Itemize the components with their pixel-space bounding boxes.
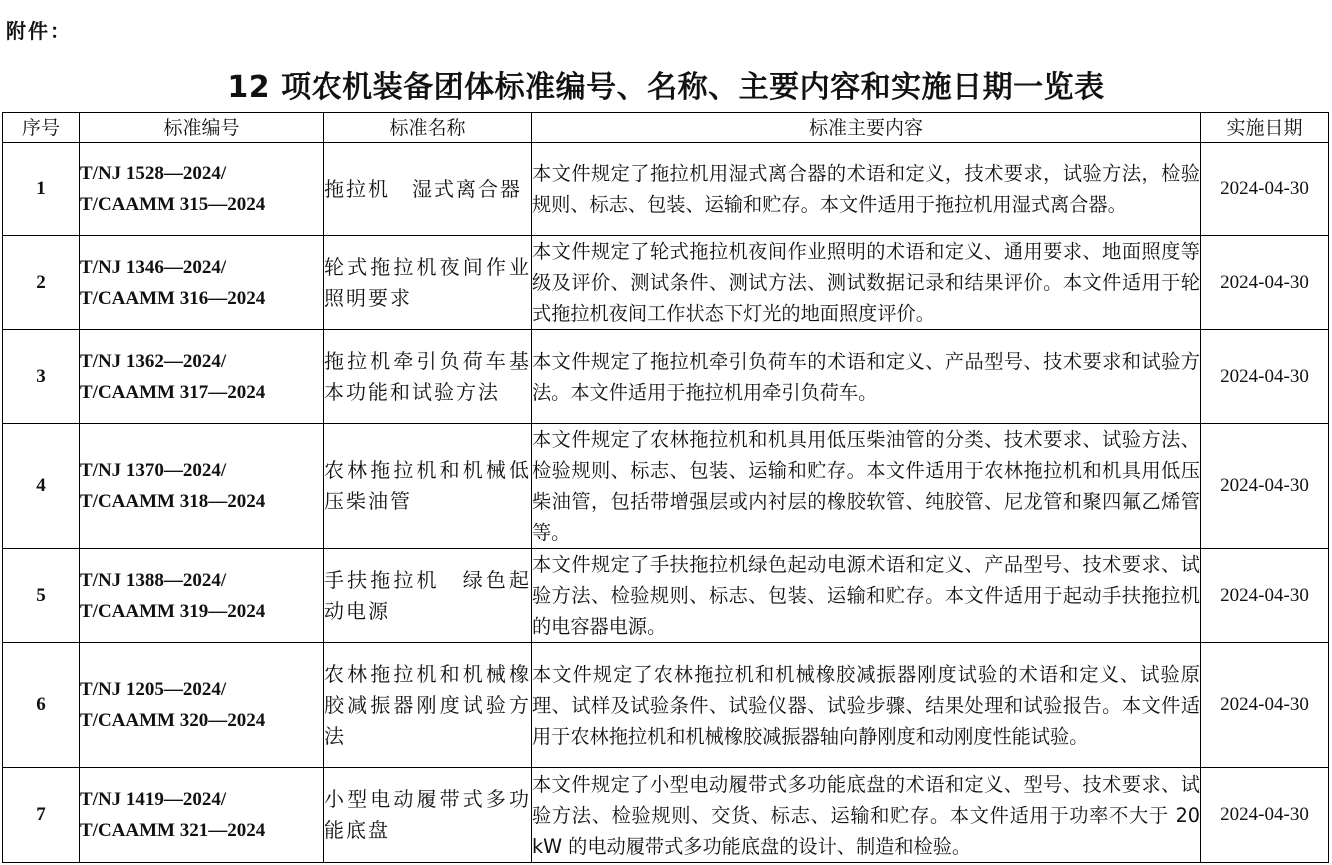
table-row	[3, 424, 1329, 549]
row-number: 4	[3, 424, 80, 549]
standard-code	[80, 143, 324, 236]
code-nj: T/NJ 1388—2024/	[80, 569, 227, 591]
row-number: 5	[3, 549, 80, 643]
header-num: 序号	[3, 113, 80, 143]
standard-code	[80, 236, 324, 330]
code-nj: T/NJ 1362—2024/	[80, 350, 227, 372]
standard-content: 本文件规定了拖拉机牵引负荷车的术语和定义、产品型号、技术要求和试验方法。本文件适用于拖拉机用牵引负荷车。	[532, 330, 1201, 424]
row-number: 1	[3, 143, 80, 236]
implementation-date: 2024-04-30	[1201, 143, 1329, 236]
standard-code	[80, 549, 324, 643]
standard-content: 本文件规定了手扶拖拉机绿色起动电源术语和定义、产品型号、技术要求、试验方法、检验规则、标志、包装、运输和贮存。本文件适用于起动手扶拖拉机的电容器电源。	[532, 549, 1201, 643]
row-number: 6	[3, 643, 80, 768]
implementation-date: 2024-04-30	[1201, 643, 1329, 768]
code-caamm: T/CAAMM 318—2024	[80, 491, 266, 512]
header-code: 标准编号	[80, 113, 324, 143]
row-number: 2	[3, 236, 80, 330]
row-number: 3	[3, 330, 80, 424]
page-title: 12 项农机装备团体标准编号、名称、主要内容和实施日期一览表	[227, 70, 1105, 105]
standard-name: 轮式拖拉机夜间作业照明要求	[324, 236, 532, 330]
code-nj: T/NJ 1370—2024/	[80, 460, 227, 481]
code-caamm: T/CAAMM 319—2024	[80, 600, 266, 622]
code-nj: T/NJ 1419—2024/	[80, 789, 227, 810]
standard-code	[80, 424, 324, 549]
code-nj: T/NJ 1205—2024/	[80, 679, 227, 700]
standard-name: 农林拖拉机和机械橡胶减振器刚度试验方法	[324, 643, 532, 768]
code-caamm: T/CAAMM 315—2024	[80, 194, 266, 215]
standard-name: 小型电动履带式多功能底盘	[324, 768, 532, 863]
implementation-date: 2024-04-30	[1201, 330, 1329, 424]
code-caamm: T/CAAMM 316—2024	[80, 287, 266, 309]
table-row	[3, 643, 1329, 768]
attachment-label: 附件：	[6, 19, 72, 43]
standard-content: 本文件规定了轮式拖拉机夜间作业照明的术语和定义、通用要求、地面照度等级及评价、测试条件、测试方法、测试数据记录和结果评价。本文件适用于轮式拖拉机夜间工作状态下灯光的地面照度评价。	[532, 236, 1201, 330]
standard-name: 农林拖拉机和机械低压柴油管	[324, 424, 532, 549]
standard-name: 拖拉机牵引负荷车基本功能和试验方法	[324, 330, 532, 424]
implementation-date: 2024-04-30	[1201, 424, 1329, 549]
table-header-row	[3, 113, 1329, 143]
standards-table	[2, 112, 1329, 863]
standard-name: 手扶拖拉机 绿色起动电源	[324, 549, 532, 643]
standard-content: 本文件规定了农林拖拉机和机具用低压柴油管的分类、技术要求、试验方法、检验规则、标志、包装、运输和贮存。本文件适用于农林拖拉机和机具用低压柴油管，包括带增强层或内衬层的橡胶软管、纯胶管、尼龙管和聚四氟乙烯管等。	[532, 424, 1201, 549]
table-row	[3, 768, 1329, 863]
implementation-date: 2024-04-30	[1201, 549, 1329, 643]
standard-content: 本文件规定了农林拖拉机和机械橡胶减振器刚度试验的术语和定义、试验原理、试样及试验条件、试验仪器、试验步骤、结果处理和试验报告。本文件适用于农林拖拉机和机械橡胶减振器轴向静刚度和动刚度性能试验。	[532, 643, 1201, 768]
standard-code	[80, 643, 324, 768]
code-caamm: T/CAAMM 321—2024	[80, 820, 266, 841]
implementation-date: 2024-04-30	[1201, 236, 1329, 330]
standard-code	[80, 330, 324, 424]
table-row	[3, 549, 1329, 643]
header-name: 标准名称	[324, 113, 532, 143]
standard-name: 拖拉机 湿式离合器	[324, 143, 532, 236]
code-nj: T/NJ 1346—2024/	[80, 256, 227, 278]
standard-code	[80, 768, 324, 863]
header-date: 实施日期	[1201, 113, 1329, 143]
standard-content: 本文件规定了小型电动履带式多功能底盘的术语和定义、型号、技术要求、试验方法、检验规则、交货、标志、运输和贮存。本文件适用于功率不大于 20 kW 的电动履带式多功能底盘的设计、制造和检验。	[532, 768, 1201, 863]
table-row	[3, 330, 1329, 424]
header-content: 标准主要内容	[532, 113, 1201, 143]
code-nj: T/NJ 1528—2024/	[80, 163, 227, 184]
table-row	[3, 236, 1329, 330]
code-caamm: T/CAAMM 320—2024	[80, 710, 266, 731]
standard-content: 本文件规定了拖拉机用湿式离合器的术语和定义，技术要求，试验方法，检验规则、标志、包装、运输和贮存。本文件适用于拖拉机用湿式离合器。	[532, 143, 1201, 236]
row-number: 7	[3, 768, 80, 863]
code-caamm: T/CAAMM 317—2024	[80, 381, 266, 403]
table-row	[3, 143, 1329, 236]
implementation-date: 2024-04-30	[1201, 768, 1329, 863]
